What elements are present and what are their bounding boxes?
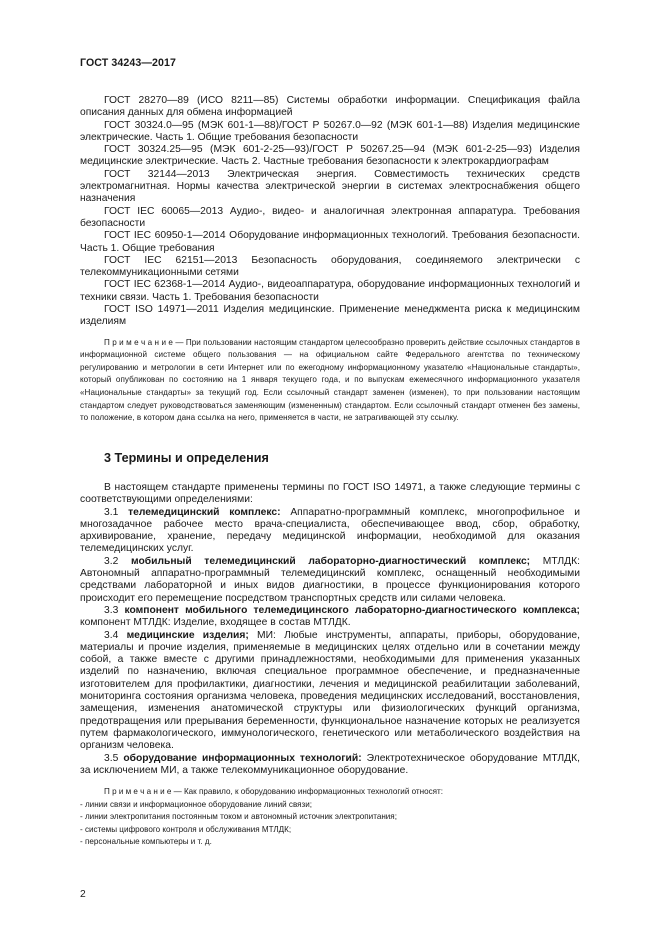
reference-item: ГОСТ IEC 60950-1—2014 Оборудование информационных технологий. Требования безопасности. Часть 1. Общие требования — [80, 230, 580, 254]
term-name: компонент мобильного телемедицинского лабораторно-диагностического комплекса; — [124, 604, 580, 616]
term-name: телемедицинский комплекс: — [128, 506, 281, 518]
page-number: 2 — [80, 889, 86, 900]
term-definition: Аппаратно-программный комплекс, многопрофильное и многозадачное рабочее место врача-специалиста, обеспечивающее ввод, сбор, обработку, архивирование, хранение, передачу медицинской информации, необходимой для оказания телемедицинских услуг. — [80, 506, 580, 555]
terms-note-item: - линии связи и информационное оборудование линий связи; — [80, 799, 313, 809]
section-intro: В настоящем стандарте применены термины по ГОСТ ISO 14971, а также следующие термины с соответствующими определениями: — [80, 482, 580, 506]
term-name: оборудование информационных технологий: — [123, 752, 362, 764]
reference-item: ГОСТ IEC 62151—2013 Безопасность оборудования, соединяемого электрически с телекоммуникационными сетями — [80, 254, 580, 279]
reference-item: ГОСТ ISO 14971—2011 Изделия медицинские. Применение менеджмента риска к медицинским изделиям — [80, 304, 580, 328]
term-number: 3.1 — [104, 506, 119, 518]
reference-item: ГОСТ 28270—89 (ИСО 8211—85) Системы обработки информации. Спецификация файла описания данных для обмена информацией — [80, 95, 580, 119]
terms-note-item: - линии электропитания постоянным током и автономный источник электропитания; — [80, 812, 397, 822]
term-definition: компонент МТЛДК: Изделие, входящее в состав МТЛДК. — [80, 617, 351, 629]
term-entry — [80, 753, 580, 778]
reference-item: ГОСТ IEC 62368-1—2014 Аудио-, видеоаппаратура, оборудование информационных технологий и техники связи. Часть 1. Требования безопасности — [80, 279, 580, 303]
terms-section — [80, 482, 580, 849]
term-definition: Электротехническое оборудование МТЛДК, за исключением МИ, а также телекоммуникационное оборудование. — [80, 752, 580, 776]
terms-note-item: - системы цифрового контроля и обслуживания МТЛДК; — [80, 824, 292, 834]
term-definition: МТЛДК: Автономный аппаратно-программный телемедицинский комплекс, оснащенный необходимыми средствами лабораторной и иных видов диагностики, в процессе функционирования которого происходит его перемещение посредством транспортных средств или силами человека. — [80, 555, 580, 604]
term-number: 3.5 — [104, 752, 119, 764]
term-definition: МИ: Любые инструменты, аппараты, приборы, оборудование, материалы и прочие изделия, применяемые в медицинских целях отдельно или в сочетании между собой, а также вместе с другими принадлежностями, необходимыми для применения указанных изделий по назначению, включая специальное программное обеспечение, и предназначенные изготовителем для профилактики, диагностики, лечения и медицинской реабилитации заболеваний, мониторинга состояния организма человека, проведения медицинских исследований, восстановления, замещения, изменения анатомической структуры или физиологических функций организма, предотвращения или прерывания беременности, функциональное назначение которых не реализуется путем фармакологического, иммунологического, генетического или метаболического воздействия на организм человека. — [80, 629, 580, 752]
term-number: 3.2 — [104, 555, 119, 567]
reference-item: ГОСТ 32144—2013 Электрическая энергия. Совместимость технических средств электромагнитная. Нормы качества электрической энергии в системах электроснабжения общего назначения — [80, 168, 580, 205]
term-entry — [80, 556, 580, 605]
terms-note-lead: П р и м е ч а н и е — Как правило, к оборудованию информационных технологий относят: — [104, 787, 443, 797]
term-number: 3.3 — [104, 604, 119, 616]
normative-references — [80, 95, 580, 425]
references-note: П р и м е ч а н и е — При пользовании настоящим стандартом целесообразно проверить действие ссылочных стандартов в информационной системе общего пользования — на официальном сайте Федерального агентства по техническому регулированию и метрологии в сети Интернет или по ежегодному информационному указателю «Национальные стандарты», который опубликован по состоянию на 1 января текущего года, и по выпускам ежемесячного информационного указателя «Национальные стандарты» за текущий год. Если ссылочный стандарт заменен (изменен), то при пользовании настоящим стандартом следует руководствоваться заменяющим (измененным) стандартом. Если ссылочный стандарт отменен без замены, то положение, в котором дана ссылка на него, применяется в части, не затрагивающей эту ссылку. — [80, 337, 580, 423]
terms-note-item: - персональные компьютеры и т. д. — [80, 837, 212, 847]
term-number: 3.4 — [104, 629, 119, 641]
section-title: 3 Термины и определения — [104, 451, 269, 465]
reference-item: ГОСТ 30324.0—95 (МЭК 601-1—88)/ГОСТ Р 50267.0—92 (МЭК 601-1—88) Изделия медицинские электрические. Часть 1. Общие требования безопасности — [80, 119, 580, 143]
term-entry — [80, 630, 580, 753]
term-entry — [80, 507, 580, 556]
reference-item: ГОСТ 30324.25—95 (МЭК 601-2-25—93)/ГОСТ Р 50267.25—94 (МЭК 601-2-25—93) Изделия медицинские электрические. Часть 2. Частные требования безопасности к электрокардиографам — [80, 144, 580, 168]
term-name: мобильный телемедицинский лабораторно-диагностический комплекс; — [130, 555, 531, 567]
term-entry — [80, 605, 580, 630]
reference-item: ГОСТ IEC 60065—2013 Аудио-, видео- и аналогичная электронная аппаратура. Требования безопасности — [80, 205, 580, 229]
document-header: ГОСТ 34243—2017 — [80, 57, 177, 69]
term-name: медицинские изделия; — [126, 629, 249, 641]
terms-note — [80, 786, 580, 849]
